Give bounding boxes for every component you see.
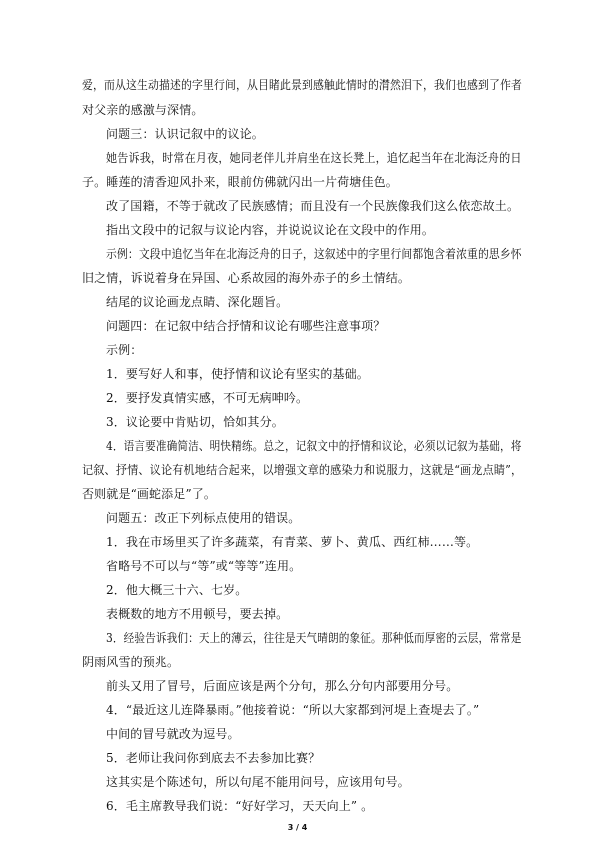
list-item: 6．毛主席教导我们说：“好好学习，天天向上” 。 — [106, 799, 374, 813]
text-line: 否则就是“画蛇添足”了。 — [82, 487, 217, 501]
text-line: 子。睡莲的清香迎风扑来，眼前仿佛就闪出一片荷塘佳色。 — [82, 175, 398, 189]
list-item: 3．经验告诉我们：天上的薄云，往往是天气晴朗的象征。那种低而厚密的云层，常常是 — [106, 631, 522, 645]
list-item: 2．要抒发真情实感，不可无病呻吟。 — [106, 391, 309, 405]
list-item: 1．我在市场里买了许多蔬菜，有青菜、萝卜、黄瓜、西红柿……等。 — [106, 535, 479, 549]
list-item: 4．语言要准确简洁、明快精练。总之，记叙文中的抒情和议论，必须以记叙为基础，将 — [106, 439, 522, 453]
text-line: 旧之情，诉说着身在异国、心系故园的海外赤子的乡土情结。 — [82, 271, 411, 285]
text-line: 对父亲的感激与深情。 — [82, 103, 204, 117]
list-item: 4．“最近这儿连降暴雨。”他接着说：“所以大家都到河堤上查堤去了。” — [106, 703, 480, 717]
list-item: 5．老师让我问你到底去不去参加比赛？ — [106, 751, 321, 765]
section-heading: 问题三：认识记叙中的议论。 — [106, 127, 264, 141]
text-line: 这其实是个陈述句，所以句尾不能用问号，应该用句号。 — [106, 775, 410, 789]
text-line: 示例： — [106, 343, 143, 357]
text-line: 她告诉我，时常在月夜，她同老伴儿并肩坐在这长凳上，追忆起当年在北海泛舟的日 — [106, 151, 522, 165]
page-number: 3 / 4 — [287, 823, 308, 832]
text-line: 省略号不可以与“等”或“等等”连用。 — [106, 559, 302, 573]
text-line: 指出文段中的记叙与议论内容，并说说议论在文段中的作用。 — [106, 223, 435, 237]
text-line: 中间的冒号就改为逗号。 — [106, 727, 240, 741]
section-heading: 问题四：在记叙中结合抒情和议论有哪些注意事项？ — [106, 319, 386, 333]
text-line: 表概数的地方不用顿号，要去掉。 — [106, 607, 289, 621]
text-line: 示例：文段中追忆当年在北海泛舟的日子，这叙述中的字里行间都饱含着浓重的思乡怀 — [106, 247, 522, 261]
text-line: 前头又用了冒号，后面应该是两个分句，那么分句内部要用分号。 — [106, 679, 459, 693]
text-line: 爱，而从这生动描述的字里行间，从目睹此景到感触此情时的潸然泪下，我们也感到了作者 — [82, 78, 523, 92]
list-item: 2．他大概三十六、七岁。 — [106, 583, 248, 597]
text-line: 结尾的议论画龙点睛、深化题旨。 — [106, 295, 289, 309]
text-line: 记叙、抒情、议论有机地结合起来，以增强文章的感染力和说服力，这就是“画龙点睛”， — [82, 463, 523, 477]
section-heading: 问题五：改正下列标点使用的错误。 — [106, 511, 301, 525]
list-item: 1．要写好人和事，使抒情和议论有坚实的基础。 — [106, 367, 369, 381]
text-line: 改了国籍，不等于就改了民族感情；而且没有一个民族像我们这么依恋故土。 — [106, 199, 520, 213]
list-item: 3．议论要中肯贴切，恰如其分。 — [106, 415, 284, 429]
text-line: 阴雨风雪的预兆。 — [82, 655, 180, 669]
